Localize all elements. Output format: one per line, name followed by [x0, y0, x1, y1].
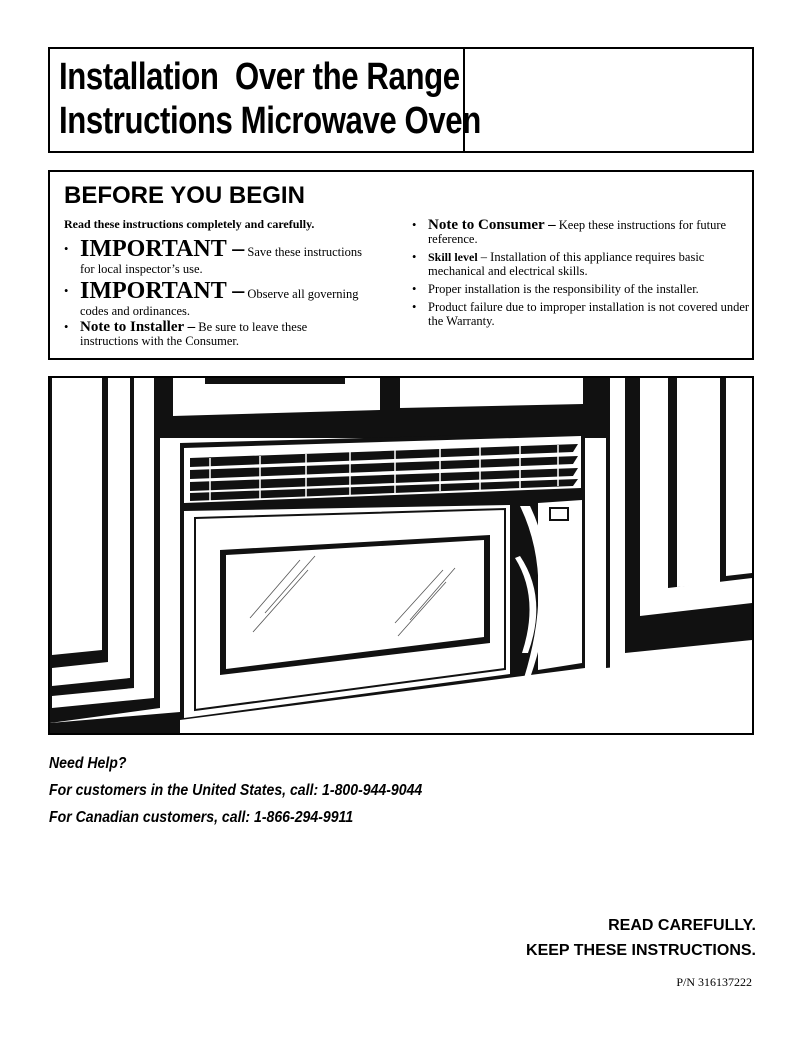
list-item [412, 282, 752, 296]
item-text: Keep these instructions for future reference. [428, 218, 727, 246]
microwave-drawing-icon [50, 378, 752, 733]
title-line-2: Instructions Microwave Oven [59, 100, 481, 142]
read-carefully-text: READ CAREFULLY. [608, 917, 756, 934]
list-item [412, 300, 752, 328]
right-notes-column [412, 218, 752, 330]
document-title [59, 55, 481, 143]
bullet: • [412, 282, 417, 296]
list-item [412, 250, 752, 278]
microwave-illustration [48, 376, 754, 735]
bullet: • [64, 284, 69, 298]
before-you-begin-section [48, 170, 754, 360]
document-title-box [48, 47, 754, 153]
part-number: P/N 316137222 [676, 975, 752, 989]
left-notes-column [64, 234, 364, 350]
list-item [64, 278, 364, 318]
title-line-1: Installation Over the Range [59, 56, 460, 98]
bullet: • [412, 250, 417, 264]
keep-instructions-text: KEEP THESE INSTRUCTIONS. [526, 942, 756, 959]
list-item [64, 236, 364, 276]
bullet: • [64, 242, 69, 256]
item-text: Product failure due to improper installation is not covered under the Warranty. [428, 300, 750, 328]
list-item [412, 218, 752, 246]
list-item [64, 320, 364, 348]
section-heading: BEFORE YOU BEGIN [64, 182, 305, 209]
skill-level-lead: Skill level [428, 250, 478, 264]
read-carefully-notice [526, 913, 756, 963]
help-heading: Need Help? [49, 755, 127, 772]
bullet: • [64, 320, 69, 334]
item-text: Proper installation is the responsibility of the installer. [428, 282, 699, 296]
us-phone-line: For customers in the United States, call: 1-800-944-9044 [49, 782, 423, 799]
bullet: • [412, 300, 417, 314]
installer-note-lead: Note to Installer – [80, 319, 196, 335]
canada-phone-line: For Canadian customers, call: 1-866-294-9911 [49, 809, 354, 826]
important-lead: IMPORTANT – [80, 236, 245, 262]
item-text: Save these instructions for local inspector’s use. [80, 245, 362, 276]
consumer-note-lead: Note to Consumer – [428, 217, 556, 233]
bullet: • [412, 218, 417, 232]
item-text: Be sure to leave these instructions with the Consumer. [80, 320, 308, 348]
item-text: Observe all governing codes and ordinances. [80, 287, 359, 318]
item-text: – Installation of this appliance requires basic mechanical and electrical skills. [428, 250, 705, 278]
section-subheading: Read these instructions completely and carefully. [64, 217, 315, 231]
help-section [49, 750, 422, 831]
important-lead: IMPORTANT – [80, 278, 245, 304]
